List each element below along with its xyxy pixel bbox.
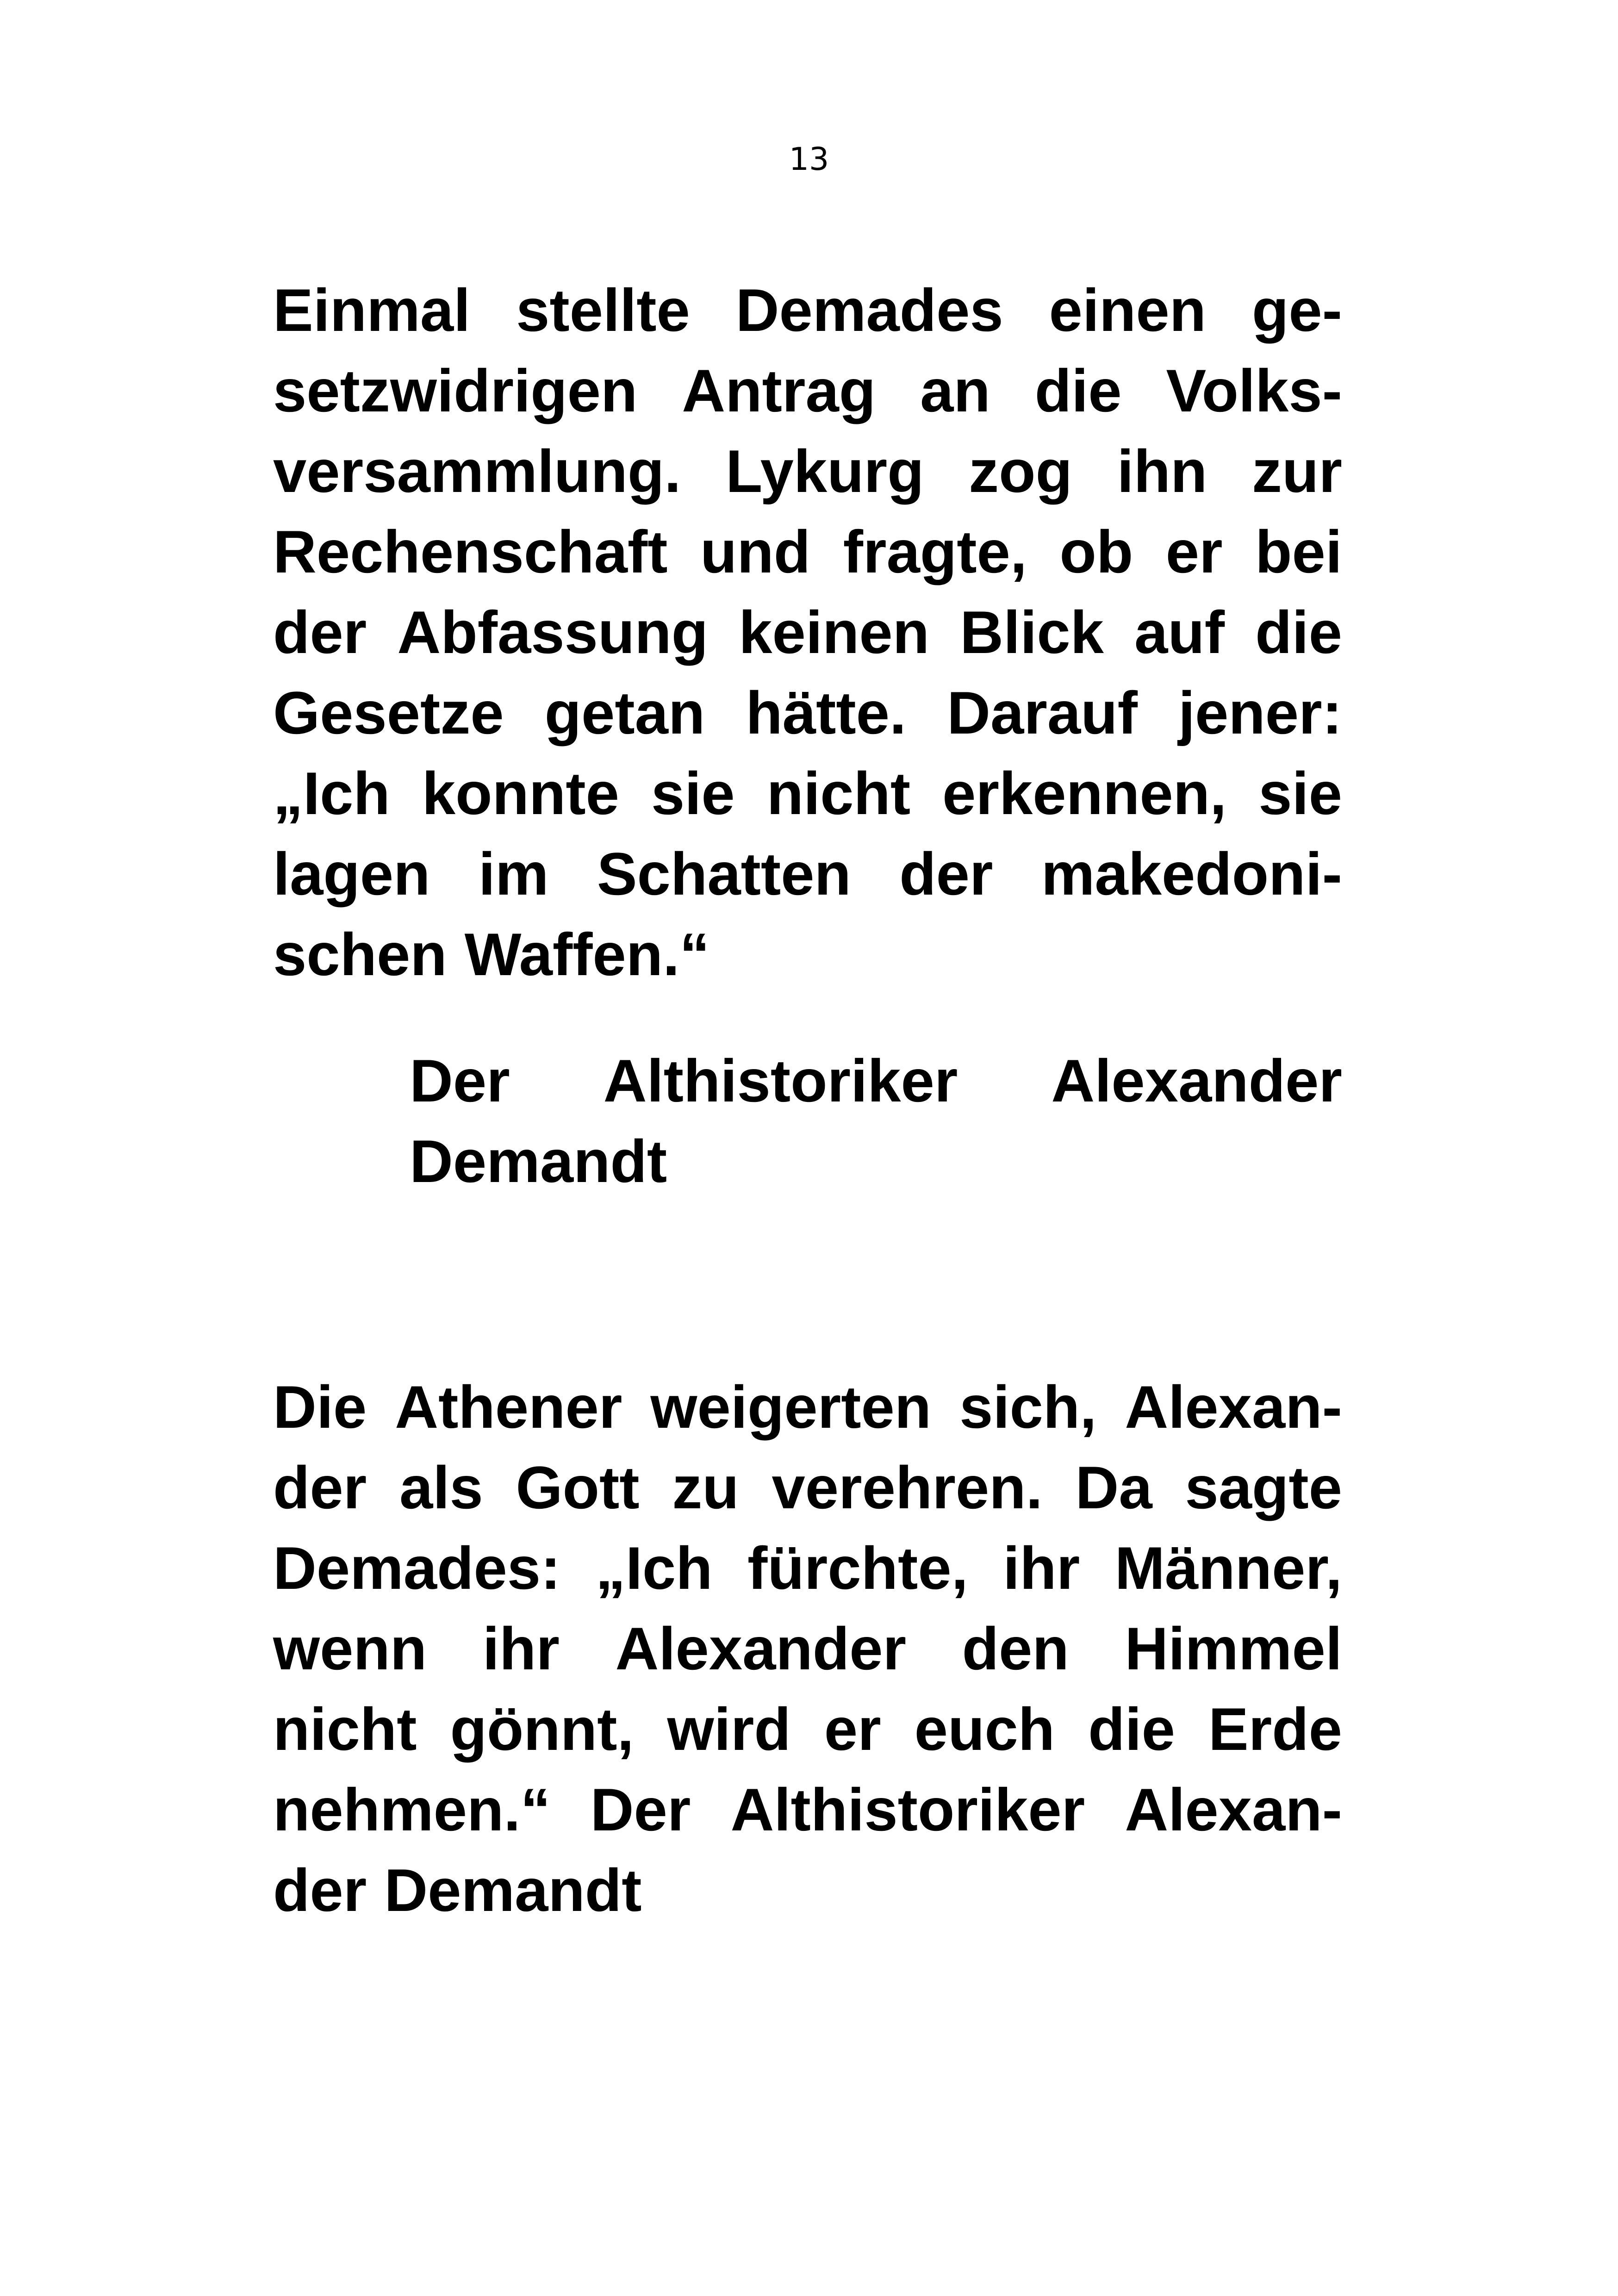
anecdote-2-line bbox=[273, 1692, 1342, 1766]
word: Volks- bbox=[1166, 357, 1342, 424]
word: Alexander bbox=[615, 1615, 907, 1682]
anecdote-2-line bbox=[273, 1773, 1342, 1847]
word: den bbox=[962, 1615, 1069, 1682]
word: er bbox=[1165, 518, 1223, 585]
word: hätte. bbox=[746, 679, 907, 747]
word: der bbox=[273, 1454, 367, 1521]
word: Athener bbox=[395, 1373, 622, 1441]
anecdote-1-line bbox=[273, 354, 1342, 428]
word: ihr bbox=[482, 1615, 560, 1682]
word: Blick bbox=[960, 598, 1104, 666]
word: Darauf bbox=[947, 679, 1138, 747]
word: versammlung. bbox=[273, 437, 681, 505]
page-number: 13 bbox=[789, 141, 829, 178]
word: Himmel bbox=[1125, 1615, 1342, 1682]
word: zu bbox=[672, 1454, 739, 1521]
word: die bbox=[1088, 1695, 1175, 1763]
anecdote-1-line bbox=[273, 273, 1342, 347]
anecdote-2-line bbox=[273, 1450, 1342, 1524]
word: wird bbox=[667, 1695, 791, 1763]
word: die bbox=[1255, 598, 1342, 666]
attribution-1-line bbox=[410, 1044, 1342, 1118]
word: euch bbox=[914, 1695, 1055, 1763]
anecdote-1-line bbox=[273, 917, 709, 991]
anecdote-1-line bbox=[273, 515, 1342, 589]
word: ihn bbox=[1117, 437, 1207, 505]
word: sich, bbox=[959, 1373, 1097, 1441]
word: Alexander bbox=[1051, 1047, 1342, 1114]
word: Der bbox=[410, 1047, 510, 1114]
word: bei bbox=[1255, 518, 1342, 585]
word: Abfassung bbox=[397, 598, 709, 666]
word: Die bbox=[273, 1373, 367, 1441]
word: ob bbox=[1059, 518, 1133, 585]
word: schen bbox=[273, 921, 447, 988]
word: nicht bbox=[273, 1695, 417, 1763]
word: Althistoriker bbox=[730, 1776, 1085, 1843]
word: als bbox=[399, 1454, 483, 1521]
word: weigerten bbox=[650, 1373, 932, 1441]
word: Demades: bbox=[273, 1534, 561, 1602]
word: lagen bbox=[273, 840, 430, 908]
word: Gesetze bbox=[273, 679, 504, 747]
word: Erde bbox=[1208, 1695, 1342, 1763]
word: zur bbox=[1251, 437, 1342, 505]
word: Lykurg bbox=[725, 437, 924, 505]
word: Antrag bbox=[682, 357, 876, 424]
word: der bbox=[273, 1856, 367, 1924]
word: sie bbox=[1258, 759, 1342, 827]
anecdote-2-line bbox=[273, 1612, 1342, 1686]
word: die bbox=[1034, 357, 1122, 424]
word: fragte, bbox=[843, 518, 1027, 585]
attribution-1-line bbox=[410, 1124, 667, 1198]
word: Männer, bbox=[1114, 1534, 1342, 1602]
word: stellte bbox=[516, 276, 690, 344]
anecdote-1-line bbox=[273, 434, 1342, 508]
word: einen bbox=[1049, 276, 1207, 344]
anecdote-1-line bbox=[273, 756, 1342, 830]
word: Waffen.“ bbox=[464, 921, 710, 988]
word: erkennen, bbox=[942, 759, 1227, 827]
word: jener: bbox=[1178, 679, 1342, 747]
anecdote-1-line bbox=[273, 837, 1342, 911]
word: ihr bbox=[1003, 1534, 1080, 1602]
anecdote-1-line bbox=[273, 676, 1342, 750]
word: Althistoriker bbox=[603, 1047, 958, 1114]
word: setzwidrigen bbox=[273, 357, 638, 424]
word: Rechenschaft bbox=[273, 518, 668, 585]
word: an bbox=[920, 357, 990, 424]
anecdote-2-line bbox=[273, 1370, 1342, 1444]
word: der bbox=[273, 598, 367, 666]
word: Der bbox=[590, 1776, 691, 1843]
word: zog bbox=[969, 437, 1072, 505]
word: nicht bbox=[766, 759, 911, 827]
word: verehren. bbox=[772, 1454, 1043, 1521]
word: sie bbox=[651, 759, 735, 827]
word: und bbox=[700, 518, 811, 585]
word: Demandt bbox=[410, 1127, 667, 1195]
anecdote-2-line bbox=[273, 1853, 642, 1927]
word: Da bbox=[1075, 1454, 1152, 1521]
word: Einmal bbox=[273, 276, 471, 344]
word: gönnt, bbox=[450, 1695, 634, 1763]
word: Gott bbox=[516, 1454, 640, 1521]
word: der bbox=[899, 840, 993, 908]
word: auf bbox=[1134, 598, 1225, 666]
word: nehmen.“ bbox=[273, 1776, 551, 1843]
word: konnte bbox=[422, 759, 619, 827]
word: im bbox=[478, 840, 549, 908]
anecdote-1-line bbox=[273, 595, 1342, 669]
word: Alexan- bbox=[1125, 1373, 1342, 1441]
word: keinen bbox=[739, 598, 930, 666]
word: Schatten bbox=[597, 840, 851, 908]
word: er bbox=[824, 1695, 881, 1763]
word: Alexan- bbox=[1125, 1776, 1342, 1843]
word: „Ich bbox=[595, 1534, 713, 1602]
word: wenn bbox=[273, 1615, 427, 1682]
anecdote-2-line bbox=[273, 1531, 1342, 1605]
word: Demandt bbox=[384, 1856, 642, 1924]
word: ge- bbox=[1251, 276, 1342, 344]
word: „Ich bbox=[273, 759, 390, 827]
word: makedoni- bbox=[1041, 840, 1342, 908]
word: sagte bbox=[1185, 1454, 1342, 1521]
word: fürchte, bbox=[747, 1534, 968, 1602]
word: Demades bbox=[735, 276, 1003, 344]
word: getan bbox=[544, 679, 705, 747]
